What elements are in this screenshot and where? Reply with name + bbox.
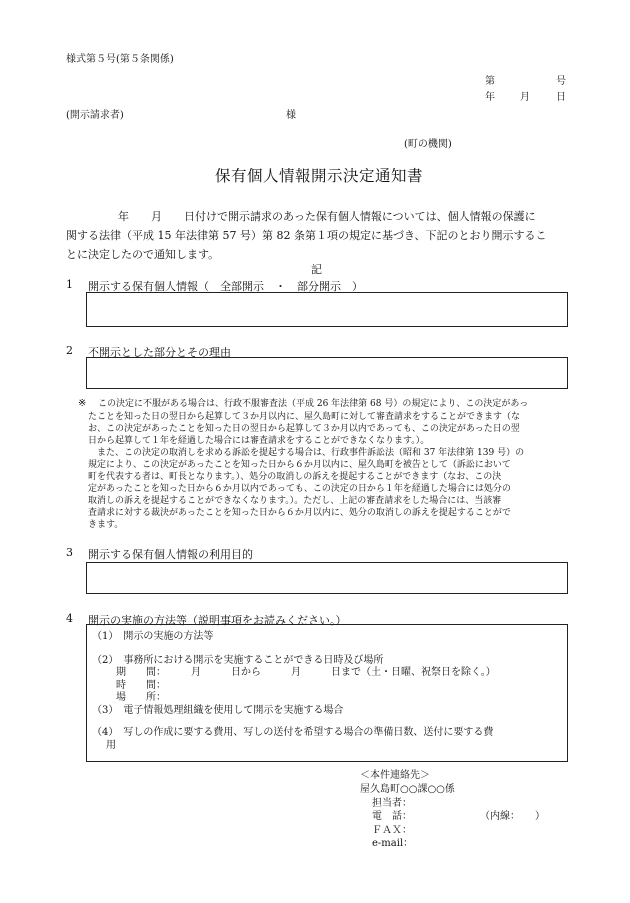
notice-line: 査請求に対する裁決があったことを知った日から６か月以内に、処分の取消しの訴えを提起することがで bbox=[88, 508, 511, 518]
notice-line: 日から起算して１年を経過した場合には審査請求をすることができなくなります。）。 bbox=[88, 436, 430, 446]
section3-box[interactable] bbox=[86, 562, 568, 594]
section4-item2: （2） 事務所における開示を実施することができる日時及び場所 bbox=[92, 655, 384, 666]
contact-dept: 屋久島町○○課○○係 bbox=[360, 784, 455, 795]
contact-heading: ＜本件連絡先＞ bbox=[360, 770, 430, 781]
section4-basho: 場 所： bbox=[116, 692, 166, 703]
section4-kikan: 期 間： 月 日から 月 日まで（土・日曜、祝祭日を除く。） bbox=[116, 667, 496, 678]
date-year: 年 bbox=[485, 92, 495, 103]
section4-item3: （3） 電子情報処理組織を使用して開示を実施する場合 bbox=[92, 705, 344, 716]
section2-box[interactable] bbox=[86, 357, 568, 389]
form-number: 様式第５号(第５条関係) bbox=[66, 54, 174, 65]
notice-line: この決定に不服がある場合は、行政不服審査法（平成 26 年法律第 68 号）の規定により、この決定があっ bbox=[98, 399, 529, 409]
section2-label: 不開示とした部分とその理由 bbox=[88, 346, 231, 359]
section4-item4-line2: 用 bbox=[106, 740, 116, 751]
notice-line: きます。 bbox=[88, 520, 124, 530]
contact-email: e-mail： bbox=[372, 838, 414, 849]
contact-denwa: 電 話： bbox=[372, 811, 412, 822]
section4-item1: （1） 開示の実施の方法等 bbox=[92, 631, 214, 642]
notice-mark: ※ bbox=[78, 398, 87, 409]
contact-tantou: 担当者： bbox=[372, 798, 412, 809]
notice-line: また、この決定の取消しを求める訴訟を提起する場合は、行政事件訴訟法（昭和 37 年法律第 139 号）の bbox=[88, 448, 525, 458]
notice-line: 取消しの訴えを提起することができなくなります。）。ただし、上記の審査請求をした場合には、当該審 bbox=[88, 496, 502, 506]
number-go: 号 bbox=[556, 76, 566, 87]
notice-line: 規定により、この決定があったことを知った日から６か月以内に、屋久島町を被告として（訴訟において bbox=[88, 460, 511, 470]
date-month: 月 bbox=[520, 92, 530, 103]
requester-sama: 様 bbox=[286, 110, 296, 121]
notice-line: たことを知った日の翌日から起算して３か月以内に、屋久島町に対して審査請求をすることができます（な bbox=[88, 412, 521, 422]
agency-label: (町の機関) bbox=[404, 139, 452, 150]
section3-label: 開示する保有個人情報の利用目的 bbox=[88, 548, 253, 561]
section4-jikan: 時 間： bbox=[116, 680, 166, 691]
body-line-3: とに決定したので通知します。 bbox=[66, 248, 220, 261]
notice-line: 定があったことを知った日から６か月以内であっても、この決定の日から１年を経過した場合には処分の bbox=[88, 484, 511, 494]
section3-number: 3 bbox=[66, 546, 73, 559]
section4-item4-line1: （4） 写しの作成に要する費用、写しの送付を希望する場合の準備日数、送付に要する費 bbox=[92, 727, 494, 738]
requester-label: (開示請求者) bbox=[66, 110, 124, 121]
notice-line: お、この決定があったことを知った日の翌日から起算して３か月以内であっても、この決定があった日の翌 bbox=[88, 424, 520, 434]
date-day: 日 bbox=[556, 92, 566, 103]
section1-label: 開示する保有個人情報（ 全部開示 ・ 部分開示 ） bbox=[88, 280, 363, 293]
document-title: 保有個人情報開示決定通知書 bbox=[215, 167, 424, 185]
body-line-2: 関する法律（平成 15 年法律第 57 号）第 82 条第１項の規定に基づき、下記のとおり開示するこ bbox=[66, 229, 547, 242]
contact-fax: ＦＡＸ： bbox=[372, 825, 412, 836]
section2-number: 2 bbox=[66, 344, 73, 357]
ki-label: 記 bbox=[311, 263, 322, 276]
number-dai: 第 bbox=[485, 76, 495, 87]
contact-naisen: （内線： ） bbox=[480, 811, 545, 822]
section1-box[interactable] bbox=[86, 292, 568, 327]
section4-number: 4 bbox=[66, 612, 73, 625]
section4-label: 開示の実施の方法等（説明事項をお読みください。） bbox=[88, 614, 347, 627]
notice-line: 町を代表する者は、町長となります。）、処分の取消しの訴えを提起することができます（なお、この決 bbox=[88, 472, 502, 482]
section1-number: 1 bbox=[66, 278, 73, 291]
body-line-1: 年 月 日付けで開示請求のあった保有個人情報については、個人情報の保護に bbox=[118, 210, 536, 223]
